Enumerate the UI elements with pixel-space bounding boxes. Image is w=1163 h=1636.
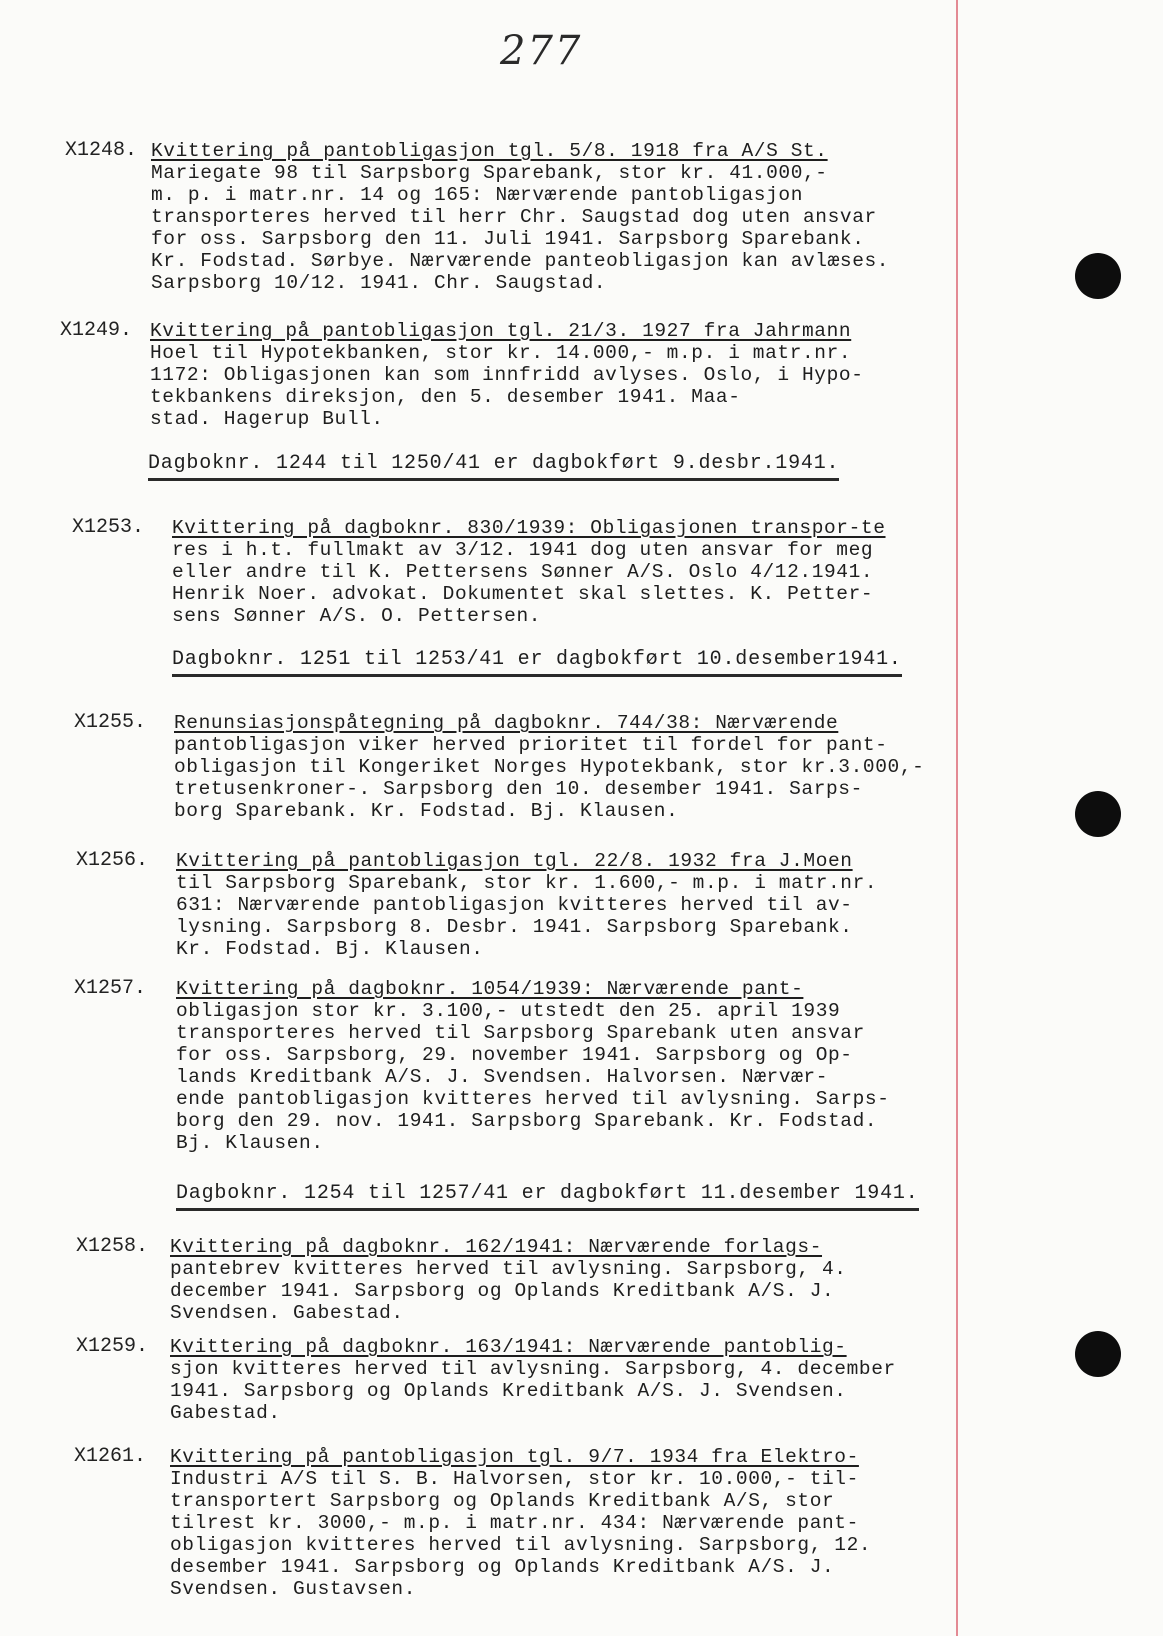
- entry-line: Henrik Noer. advokat. Dokumentet skal slettes. K. Petter-: [172, 583, 874, 605]
- entry-line: res i h.t. fullmakt av 3/12. 1941 dog uten ansvar for meg: [172, 539, 874, 561]
- dagbok-separator: Dagboknr. 1244 til 1250/41 er dagbokført 9.desbr.1941.: [148, 452, 839, 481]
- entry-line: Sarpsborg 10/12. 1941. Chr. Saugstad.: [151, 272, 607, 294]
- entry-line: transportert Sarpsborg og Oplands Kreditbank A/S, stor: [170, 1490, 835, 1512]
- entry-line: Kvittering på pantobligasjon tgl. 21/3. 1927 fra Jahrmann: [150, 320, 852, 342]
- entry-line: stad. Hagerup Bull.: [150, 408, 384, 430]
- entry-line: obligasjon kvitteres herved til avlysning. Sarpsborg, 12.: [170, 1534, 872, 1556]
- page-number: 277: [500, 28, 583, 74]
- entry-line: Kr. Fodstad. Sørbye. Nærværende panteobligasjon kan avlæses.: [151, 250, 890, 272]
- entry-line: 631: Nærværende pantobligasjon kvitteres herved til av-: [176, 894, 853, 916]
- margin-rule: [956, 0, 958, 1636]
- entry-number: X1256.: [76, 849, 149, 872]
- entry-line: Renunsiasjonspåtegning på dagboknr. 744/38: Nærværende: [174, 712, 839, 734]
- entry-line: Kvittering på dagboknr. 1054/1939: Nærværende pant-: [176, 978, 804, 1000]
- entry-line: ende pantobligasjon kvitteres herved til avlysning. Sarps-: [176, 1088, 890, 1110]
- entry-line: Kvittering på pantobligasjon tgl. 22/8. 1932 fra J.Moen: [176, 850, 853, 872]
- entry-number: X1255.: [74, 711, 147, 734]
- entry-line: tekbankens direksjon, den 5. desember 1941. Maa-: [150, 386, 741, 408]
- entry-line: Gabestad.: [170, 1402, 281, 1424]
- entry-text: [174, 712, 924, 822]
- entry-line: transporteres herved til Sarpsborg Sparebank uten ansvar: [176, 1022, 865, 1044]
- dagbok-separator: Dagboknr. 1251 til 1253/41 er dagbokført 10.desember1941.: [172, 648, 902, 677]
- entry-text: [170, 1446, 871, 1600]
- entry-line: Hoel til Hypotekbanken, stor kr. 14.000,- m.p. i matr.nr.: [150, 342, 852, 364]
- entry-number: X1258.: [76, 1235, 149, 1258]
- entry-line: sens Sønner A/S. O. Pettersen.: [172, 605, 542, 627]
- entry-line: 1172: Obligasjonen kan som innfridd avlyses. Oslo, i Hypo-: [150, 364, 864, 386]
- entry-line: for oss. Sarpsborg, 29. november 1941. Sarpsborg og Op-: [176, 1044, 853, 1066]
- punch-hole: [1075, 253, 1121, 299]
- entry-text: [176, 978, 890, 1154]
- entry-line: pantobligasjon viker herved prioritet til fordel for pant-: [174, 734, 888, 756]
- entry-line: obligasjon stor kr. 3.100,- utstedt den 25. april 1939: [176, 1000, 841, 1022]
- entry-line: Kvittering på pantobligasjon tgl. 5/8. 1918 fra A/S St.: [151, 140, 828, 162]
- entry-text: [151, 140, 889, 294]
- entry-line: Kvittering på dagboknr. 830/1939: Obligasjonen transpor-te: [172, 517, 886, 539]
- entry-line: december 1941. Sarpsborg og Oplands Kreditbank A/S. J.: [170, 1280, 835, 1302]
- entry-line: Svendsen. Gabestad.: [170, 1302, 404, 1324]
- entry-line: Mariegate 98 til Sarpsborg Sparebank, stor kr. 41.000,-: [151, 162, 828, 184]
- entry-line: til Sarpsborg Sparebank, stor kr. 1.600,- m.p. i matr.nr.: [176, 872, 878, 894]
- entry-line: Bj. Klausen.: [176, 1132, 324, 1154]
- entry-line: desember 1941. Sarpsborg og Oplands Kreditbank A/S. J.: [170, 1556, 835, 1578]
- punch-hole: [1075, 791, 1121, 837]
- entry-line: m. p. i matr.nr. 14 og 165: Nærværende pantobligasjon: [151, 184, 804, 206]
- entry-line: lands Kreditbank A/S. J. Svendsen. Halvorsen. Nærvær-: [176, 1066, 829, 1088]
- entry-line: obligasjon til Kongeriket Norges Hypotekbank, stor kr.3.000,-: [174, 756, 925, 778]
- entry-line: Svendsen. Gustavsen.: [170, 1578, 417, 1600]
- entry-line: Kr. Fodstad. Bj. Klausen.: [176, 938, 484, 960]
- entry-number: X1253.: [72, 516, 145, 539]
- entry-number: X1257.: [74, 977, 147, 1000]
- entry-line: Industri A/S til S. B. Halvorsen, stor kr. 10.000,- til-: [170, 1468, 859, 1490]
- entry-line: Kvittering på pantobligasjon tgl. 9/7. 1934 fra Elektro-: [170, 1446, 859, 1468]
- entry-number: X1249.: [60, 319, 133, 342]
- entry-line: Kvittering på dagboknr. 163/1941: Nærværende pantoblig-: [170, 1336, 847, 1358]
- entry-line: borg Sparebank. Kr. Fodstad. Bj. Klausen.: [174, 800, 679, 822]
- entry-line: eller andre til K. Pettersens Sønner A/S. Oslo 4/12.1941.: [172, 561, 874, 583]
- entry-line: tilrest kr. 3000,- m.p. i matr.nr. 434: Nærværende pant-: [170, 1512, 859, 1534]
- entry-line: 1941. Sarpsborg og Oplands Kreditbank A/S. J. Svendsen.: [170, 1380, 847, 1402]
- entry-line: sjon kvitteres herved til avlysning. Sarpsborg, 4. december: [170, 1358, 896, 1380]
- entry-line: transporteres herved til herr Chr. Saugstad dog uten ansvar: [151, 206, 877, 228]
- dagbok-separator: Dagboknr. 1254 til 1257/41 er dagbokført 11.desember 1941.: [176, 1182, 919, 1211]
- entry-line: tretusenkroner-. Sarpsborg den 10. desember 1941. Sarps-: [174, 778, 863, 800]
- punch-hole: [1075, 1331, 1121, 1377]
- entry-text: [172, 517, 886, 627]
- entry-number: X1248.: [65, 139, 138, 162]
- entry-text: [150, 320, 864, 430]
- entry-line: pantebrev kvitteres herved til avlysning. Sarpsborg, 4.: [170, 1258, 847, 1280]
- entry-text: [170, 1236, 847, 1324]
- entry-number: X1259.: [76, 1335, 149, 1358]
- entry-line: borg den 29. nov. 1941. Sarpsborg Sparebank. Kr. Fodstad.: [176, 1110, 878, 1132]
- entry-line: for oss. Sarpsborg den 11. Juli 1941. Sarpsborg Sparebank.: [151, 228, 865, 250]
- entry-number: X1261.: [74, 1445, 147, 1468]
- entry-line: lysning. Sarpsborg 8. Desbr. 1941. Sarpsborg Sparebank.: [176, 916, 853, 938]
- entry-line: Kvittering på dagboknr. 162/1941: Nærværende forlags-: [170, 1236, 823, 1258]
- entry-text: [176, 850, 877, 960]
- entry-text: [170, 1336, 896, 1424]
